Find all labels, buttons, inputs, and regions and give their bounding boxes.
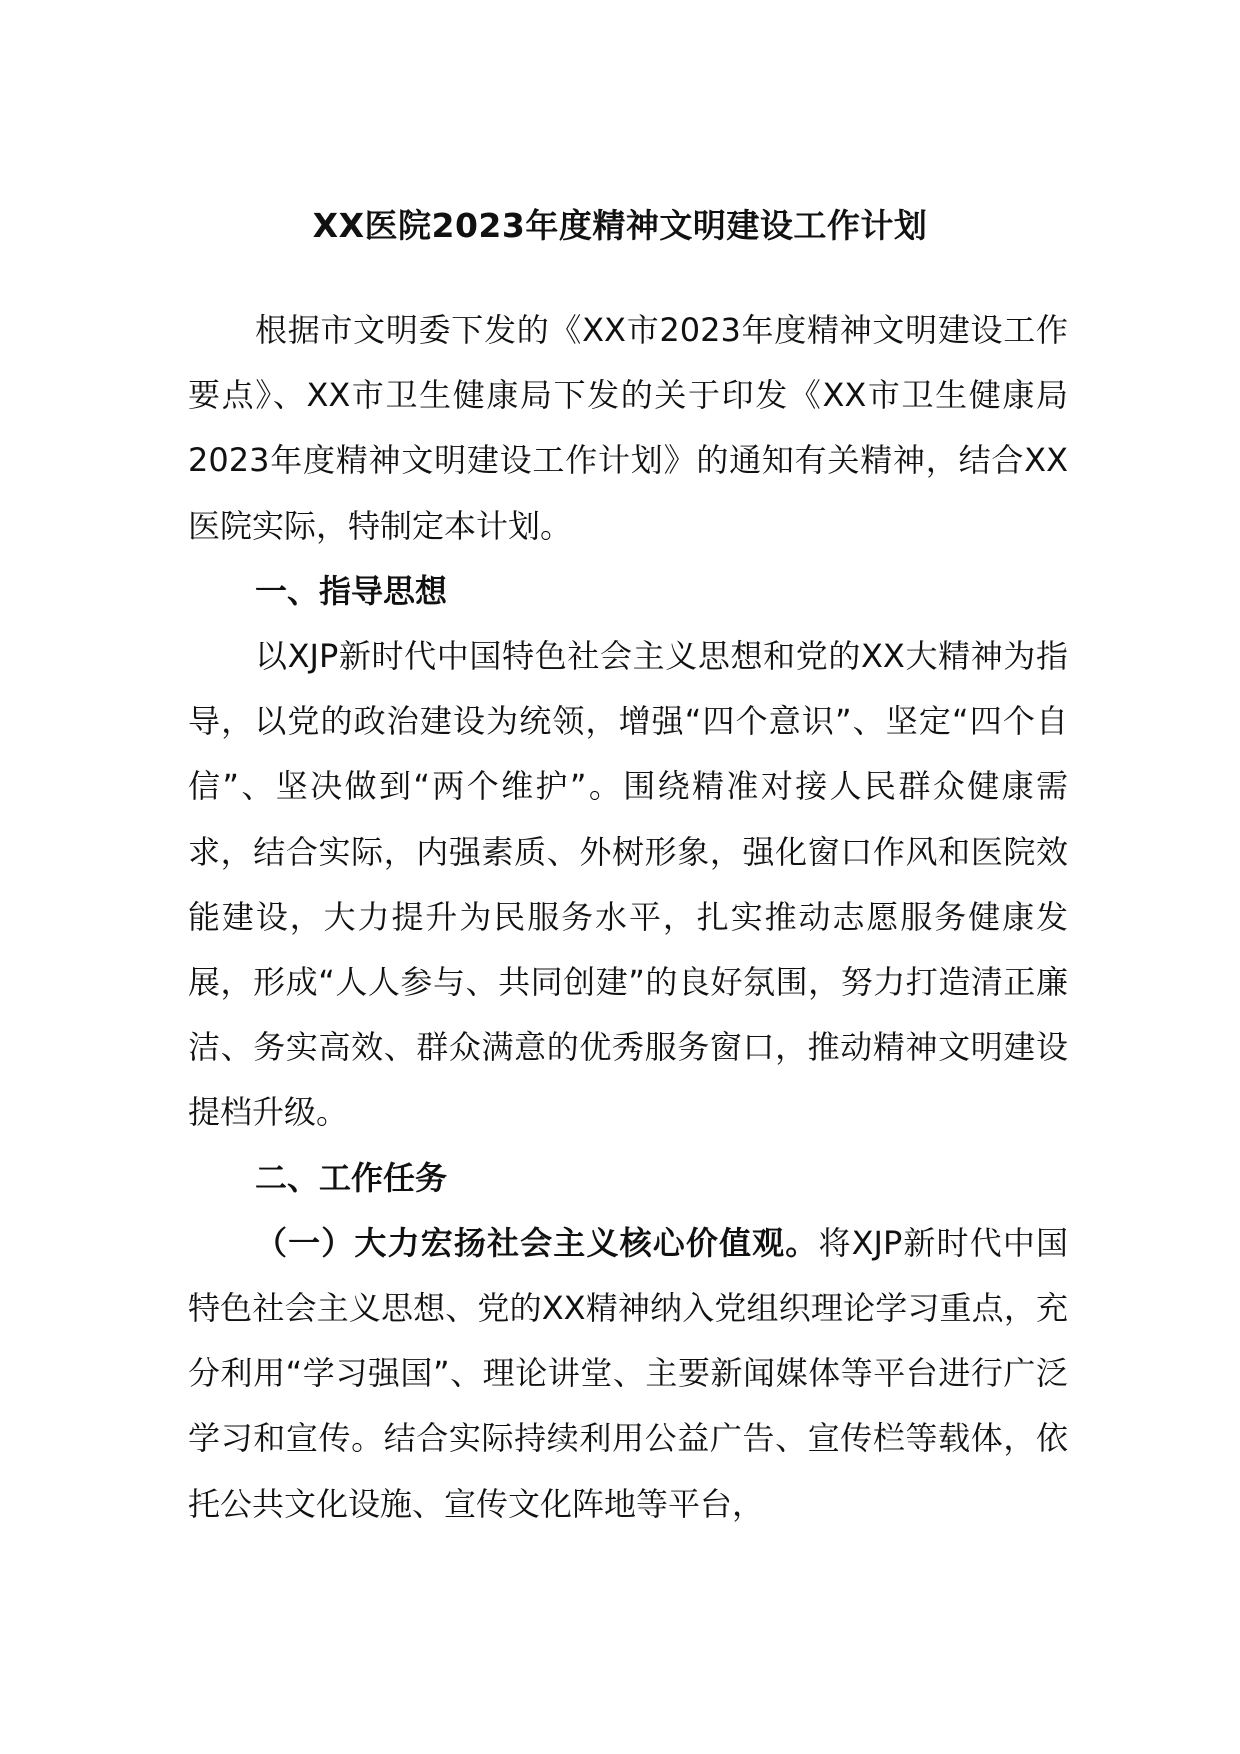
work-task-item-1-text: 将XJP新时代中国特色社会主义思想、党的XX精神纳入党组织理论学习重点，充分利用“学习强国”、理论讲堂、主要新闻媒体等平台进行广泛学习和宣传。结合实际持续利用公益广告、宣传栏等载体，依托公共文化设施、宣传文化阵地等平台，: [188, 1223, 1068, 1523]
work-task-item-1-paragraph: [188, 1211, 1068, 1537]
work-task-item-1-heading: （一）大力宏扬社会主义核心价值观。: [255, 1223, 819, 1262]
section-heading-guiding-ideology: 一、指导思想: [255, 571, 448, 610]
document-title: XX医院2023年度精神文明建设工作计划: [312, 206, 928, 245]
section-heading-work-tasks: 二、工作任务: [255, 1158, 448, 1197]
guiding-ideology-paragraph: 以XJP新时代中国特色社会主义思想和党的XX大精神为指导，以党的政治建设为统领，增强“四个意识”、坚定“四个自信”、坚决做到“两个维护”。围绕精准对接人民群众健康需求，结合实际，内强素质、外树形象，强化窗口作风和医院效能建设，大力提升为民服务水平，扎实推动志愿服务健康发展，形成“人人参与、共同创建”的良好氛围，努力打造清正廉洁、务实高效、群众满意的优秀服务窗口，推动精神文明建设提档升级。: [188, 637, 1068, 1132]
intro-paragraph: 根据市文明委下发的《XX市2023年度精神文明建设工作要点》、XX市卫生健康局下发的关于印发《XX市卫生健康局2023年度精神文明建设工作计划》的通知有关精神，结合XX医院实际，特制定本计划。: [188, 311, 1068, 545]
document-body: [188, 298, 1068, 1537]
